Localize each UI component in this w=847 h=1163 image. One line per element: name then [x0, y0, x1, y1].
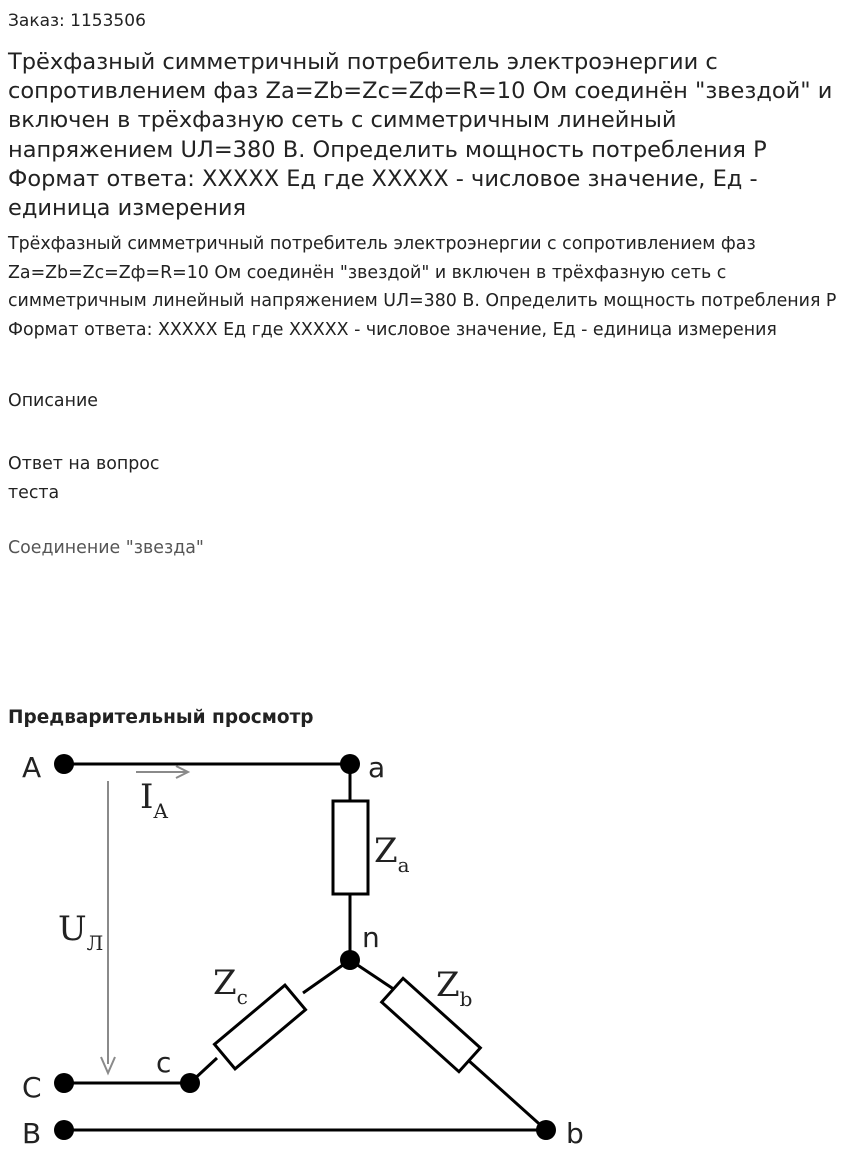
- zc-label: $Z_c$: [213, 963, 248, 1009]
- node-b-dot: [536, 1120, 556, 1140]
- node-a-dot: [340, 754, 360, 774]
- voltage-label: $U_Л$: [58, 909, 104, 955]
- resistor-za: [333, 801, 368, 894]
- node-n-label: n: [362, 921, 380, 954]
- node-a-label: a: [368, 751, 386, 784]
- star-connection-diagram: [0, 740, 620, 1163]
- node-c-label: c: [156, 1046, 172, 1079]
- answer-value: Соединение "звезда": [8, 538, 204, 558]
- terminal-b-label: B: [22, 1117, 42, 1150]
- question-text: Трёхфазный симметричный потребитель электроэнергии с сопротивлением фаз Za=Zb=Zc=Zф=R=10 Ом соединён "звездой" и включен в трёхфазную сеть с симметричным линейный напряжением UЛ=380 В. Определить мощность потребления P Формат ответа: XXXXX Ед где XXXXX - числовое значение, Ед - единица измерения: [8, 234, 837, 340]
- node-c-dot: [180, 1073, 200, 1093]
- preview-label: Предварительный просмотр: [8, 707, 314, 728]
- order-number: Заказ: 1153506: [8, 11, 146, 31]
- wire-zb-b: [468, 1060, 546, 1130]
- za-label: $Z_a$: [374, 831, 410, 877]
- terminal-a-dot: [54, 754, 74, 774]
- terminal-c-label: C: [22, 1071, 42, 1104]
- zb-label: $Z_b$: [436, 965, 473, 1011]
- node-b-label: b: [566, 1117, 584, 1150]
- terminal-c-dot: [54, 1073, 74, 1093]
- circuit-wires: [64, 764, 546, 1130]
- node-n-dot: [340, 950, 360, 970]
- current-label: $I_A$: [140, 777, 168, 823]
- terminal-b-dot: [54, 1120, 74, 1140]
- description-label: Описание: [8, 391, 98, 411]
- answer-label: Ответ на вопрос теста: [8, 454, 160, 503]
- terminal-a-label: A: [22, 751, 42, 784]
- page-title: Трёхфазный симметричный потребитель электроэнергии с сопротивлением фаз Za=Zb=Zc=Zф=R=10 Ом соединён "звездой" и включен в трёхфазную сеть с симметричным линейный напряжением UЛ=380 В. Определить мощность потребления P Формат ответа: XXXXX Ед где XXXXX - числовое значение, Ед - единица измерения: [8, 49, 833, 222]
